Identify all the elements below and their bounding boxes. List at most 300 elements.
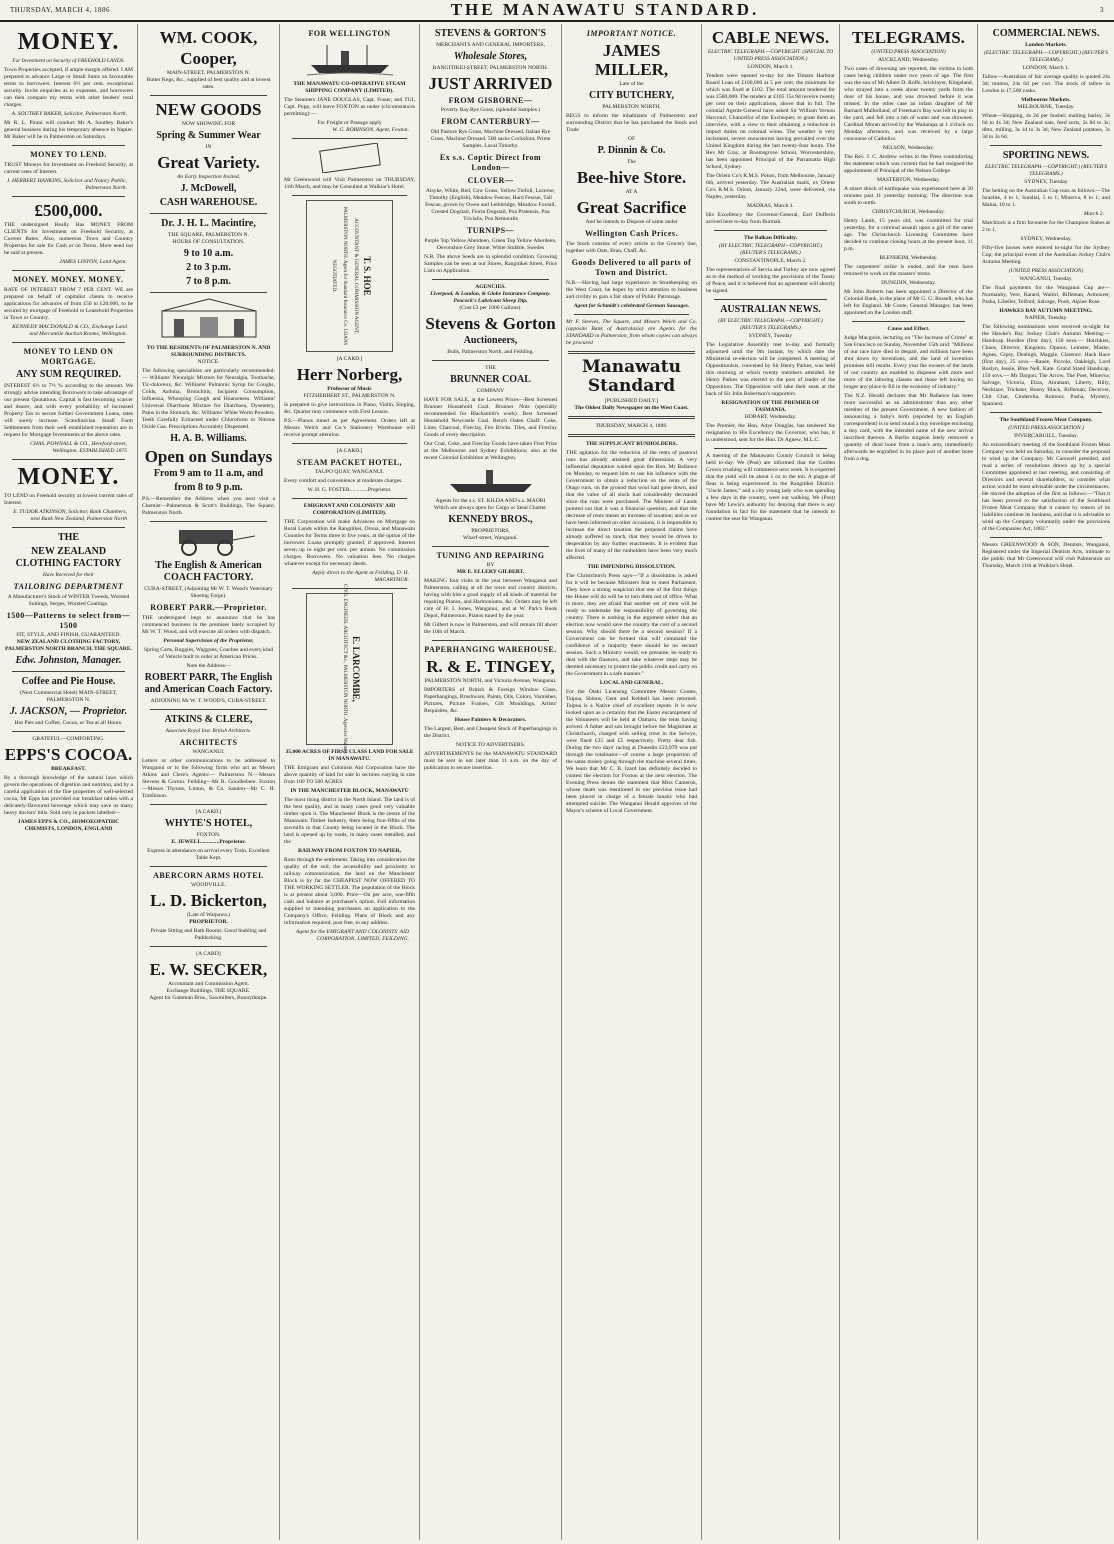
- cable-body-2: The Orient Co's R.M.S. Potosi, from Melbourne, January 6th, arrived yesterday. The Australian mails, ex Orient Co's R.M.S. Orient, January 22nd, were delivered, via Naples, yesterday.: [706, 173, 835, 200]
- ad-goods-signature: J. McDowell,: [180, 183, 237, 194]
- ad-cook-sub: Cooper,: [180, 49, 237, 68]
- telegrams-location-3: MASTERTON, Wednesday.: [876, 177, 941, 183]
- ad-greenwood-note: Mr Greenwood will Visit Palmerston on THURSDAY, 11th March, and may be Consulted at Walklar's Hotel.: [284, 177, 415, 190]
- telegrams-body-2: The Rev. J. C. Andrew writes to the Press contradicting the statement which was current that he had resigned the appointment of Principal of the Nelson College.: [844, 154, 973, 174]
- ad-notice-heading: NOTICE TO ADVERTISERS.: [455, 742, 526, 748]
- ad-sunday-hours-1: From 9 am to 11 a.m, and: [153, 468, 264, 479]
- divider: [852, 321, 965, 322]
- divider: [432, 360, 549, 361]
- ad-doctor-address: THE SQUARE, PALMERSTON N.: [168, 232, 249, 238]
- ad-miller-agent: Agent for Schmidt's celebrated German Sausages.: [573, 303, 690, 309]
- ad-nzc-dept: TAILORING DEPARTMENT: [13, 582, 124, 591]
- ad-nzc-body: A Manufacturer's Stock of WINTER Tweeds, Worsted Suitings, Serges, Worsted Coatings.: [7, 594, 130, 607]
- column-2: [137, 24, 279, 1540]
- ad-mmm-signature: KENNEDY MACDONALD & CO., Exchange Land and Mercantile Auction Rooms, Wellington.: [12, 324, 127, 337]
- ad-tuning-title: TUNING AND REPAIRING: [436, 551, 545, 560]
- divider: [12, 459, 125, 460]
- ad-pounds-title: £500,000.: [34, 201, 103, 220]
- london-sub: (ELECTRIC TELEGRAPH.—COPYRIGHT.) (REUTER'S TELEGRAMS.): [984, 50, 1108, 63]
- column-6: [701, 24, 839, 1540]
- ad-miller-butchery: CITY BUTCHERY,: [588, 90, 675, 101]
- ad-atkins-architects: ARCHITECTS: [179, 738, 238, 747]
- ad-tuning-name: MR E. ELLERY GILBERT.: [456, 569, 525, 575]
- ad-secker-note: Agent for Gamman Bros., Sawmillers, Bunnythorpe.: [149, 995, 268, 1001]
- ad-larcombe-box: [306, 583, 393, 755]
- ad-manchester-body-3: Runs through the settlement. Taking into consideration the quality of the soil, the accessibility and proximity to railway communication, the land on the Manchester Block is by far the CHEAPEST NOW OFFERED TO THE WORKING SETTLER. The population of the Block is at present about 3,000. Price—On per acre, one-fifth cash and balance at purchaser's option. Full information supplied to intending purchasers on application to the Company's Office, Feilding. Plans of Block and any information required, post free, to any address.: [284, 857, 415, 926]
- ad-steam-card: [A CARD.]: [336, 448, 363, 454]
- ad-mortgage-title: MONEY TO LEND ON MORTGAGE.: [23, 347, 114, 366]
- divider: [12, 196, 125, 197]
- dissolution-body: The Christchurch Press says—"If a dissolution is asked for it will be because Ministers fear to meet Parliament. They have a strong suspicion that one of the first things the House will do will be to turn them out of office. What is more, they are afraid that another set of men will be ready to undertake the responsibility of governing the country. There is nothing in the argument either that an election now would save the country the cost of a second session. Why should there be a second session? If a Government can be formed that will command the confidence of a majority there should be no second session. Such a Ministry would, we presume, be ready to deal with the finances, and take whatever steps may be deemed necessary to protect the public credit and carry on the Government in a safe manner.": [566, 573, 697, 677]
- ad-coffee-note: Hot Pies and Coffee, Cocoa, or Tea at all Hours.: [14, 720, 123, 726]
- ad-tingey-house: House Painters & Decorators.: [454, 717, 527, 723]
- ad-sunday-note: P.S.—Remember the Address when you next visit a Chemist—Palmerston & Scott's Buildings, The Square, Palmerston North.: [142, 496, 275, 516]
- masthead-title: THE MANAWATU STANDARD.: [450, 0, 760, 19]
- ad-nzc-fit: FIT, STYLE, AND FINISH, GUARANTEED.: [16, 632, 121, 638]
- london-body: Tallow—Australian of fair average quality is quoted 24s 3d; mutton, 24s 6d per cwt. The stock of tallow in London is 17,500 casks.: [982, 74, 1110, 94]
- ad-nzc-signature: Edw. Johnston, Manager.: [15, 655, 122, 666]
- ad-miller-delivered: Goods Delivered to all parts of Town and District.: [571, 258, 692, 277]
- standard-subtitle: The Oldest Daily Newspaper on the West Coast.: [574, 405, 689, 411]
- cause-body: Judge Macguire, lecturing on "The Increase of Crime" at San Francisco on Sunday, November 15th said: "Millions of our race have died in despair, and millions have been shot down by inventions, and the land of invention promises still results. Every year the owners of the lands of our country are enabled to dispense with more and more of the laboring classes and those left having no longer any place to fill in the economy of industry.": [844, 335, 973, 390]
- ad-mmm-body: RATE OF INTEREST FROM 7 PER CENT. WE are prepared on behalf of capitalist clients to receive applications for advances of from £50 to £20,000, to be secured by mortgage of Freehold or Leasehold Properties in Town or Country.: [4, 287, 133, 321]
- cable-location: LONDON, March 1.: [747, 64, 794, 70]
- ad-sg-sub: MERCHANTS AND GENERAL IMPORTERS,: [436, 42, 545, 48]
- ad-whyte-card: [A CARD.]: [195, 809, 222, 815]
- ad-coach-adjoining: ADJOINING Mr W. T. WOOD'S, CUBA-STREET.: [150, 698, 267, 704]
- ad-miller-body: BEGS to inform the inhabitants of Palmerston and surrounding District that he has purchased the Stock and Trade: [566, 113, 697, 133]
- ad-epps-breakfast: BREAKFAST.: [51, 766, 86, 772]
- divider: [150, 213, 267, 214]
- ad-doctor-hours-1: 9 to 10 a.m.: [183, 248, 234, 259]
- frozen-location: INVERCARGILL, Tuesday.: [1014, 433, 1078, 439]
- ad-sg-wholesale: Wholesale Stores,: [453, 51, 528, 62]
- ad-sg-gisborne-body: Poverty Bay Rye Grass, (splendid Samples.): [440, 107, 541, 113]
- sporting-body-3: Fifty-five horses were entered to-night for the Sydney Cup, the principal event of the Australian Jockey Club's Autumn Meeting.: [982, 245, 1110, 265]
- ad-coach-note: Note the Address—: [186, 663, 231, 669]
- ad-sg-turnips-list: Purple Top Yellow Aberdeen, Green Top Yellow Aberdeen, Devonshire Grey Stone, White Stubble, Swedes: [424, 238, 557, 251]
- divider: [292, 498, 407, 499]
- ad-nzc-patterns: 1500—Patterns to select from—1500: [6, 611, 131, 630]
- hawkesbay-body: The following nominations were received to-night for the Hawke's Bay Jockey Club's Autumn Meeting:— Handicap Hurdles (first day), 150 sovs.— Hotchkiss, Chaos, Director, Kingston, Opawa, Leinster, Maske, Agnes, Gipsy, Denbigh, Maggie, Clarence. Hack Race (first day), 25 sovs.—Ranee, Piccolo, Oakleigh, Lord Roslyn, Jessie, Blue Nell, Kate. Grand Stand Handicap, 150 sovs.— Mr Dargon, The Arrow, The Poet, Minerva, Salvage, Victoria, Eliza, Abraham, Liberty, Billy, Necklace, Trickster, Bonny Black, Rifleman, Deceiver, Chit Chat, Cinderella, Rumour, Pasha, Mystery, Spaniard.: [982, 324, 1110, 407]
- standard-published: [PUBLISHED DAILY.]: [604, 398, 659, 404]
- ad-doctor-hours-title: HOURS OF CONSULTATION.: [172, 239, 245, 245]
- wanganui-body: The final payments for the Wanganui Cup are—Normanby, Vere, Rarard, Waitiri, Rifleman, Armourer, Pasha, Libeller, Telford, Salvage, Pooh, Alpine Rose.: [982, 285, 1110, 305]
- cable-body: Tenders were opened to-day for the Timaru Harbour Board Loan of £100,000 at 5 per cent, the minimum for which was fixed at £102. The total amount tendered for was £580,000. The tenders at £105 15s 9d receive twenty per cent on their applications, above that in full. The colonial Agents-General have asked Sir William Vernon Harcourt, Chancellor of the Exchequer, to grant them an interview, with a view to their obtaining a reduction in import duties on colonial wines. The weather is very inclement, severe snowstorms having prevailed over the United Kingdom during the last twenty-four hours. The Rev Mr Gray, at Boomsgrove School, Worcestershire, has been appointed Principal of the Parramatta High School, Sydney.: [706, 73, 835, 170]
- ad-auctioneers-sub: Auctioneers,: [463, 335, 518, 346]
- divider: [568, 351, 695, 354]
- ad-manchester-railway: RAILWAY FROM FOXTON TO NAPIER,: [297, 848, 402, 854]
- australian-body: The Legislative Assembly met to-day and formally adjourned until the 9th instant, by which date the Ministerial re-election will be completed. A meeting of Oppositionists, convened by Sir Henry Parkes, was held this morning at which twenty members attended. Sir Henry Parkes was elected to the post of leader of the Opposition. The Opposition will take their seats at the back of Sir John Robertson's supporters.: [706, 342, 835, 397]
- ad-kennedy-address: Wharf-street, Wanganui.: [463, 535, 518, 541]
- page-number: 3: [1100, 6, 1104, 14]
- ad-secker-address: Exchange Buildings, THE SQUARE.: [166, 988, 251, 994]
- ad-williams-notice: NOTICE.: [197, 359, 220, 365]
- ad-agencies-cost: (Cost £3 per 1000 Gallons).: [459, 305, 522, 311]
- divider: [292, 195, 407, 196]
- editorial-heading: THE SUPPLICANT RUNHOLDERS.: [585, 441, 678, 447]
- ad-miller-at: AT A: [625, 189, 638, 195]
- telegrams-location-1: AUCKLAND, Wednesday.: [878, 57, 939, 63]
- australian-heading: AUSTRALIAN NEWS.: [720, 304, 821, 315]
- ad-tuning-note: Mr Gilbert is now in Palmerston, and will remain till about the 10th of March.: [424, 622, 557, 635]
- ad-kennedy-agents: Agents for the s.s. ST. KILDA AND s.s. MAORI: [435, 498, 546, 504]
- column-8: [977, 24, 1114, 1540]
- telegrams-body-3: A smart shock of earthquake was experienced here at 20 minutes past 11 yesterday morning. The direction was south to north.: [844, 186, 973, 206]
- hawkesbay-heading: HAWKES BAY AUTUMN MEETING.: [999, 308, 1093, 314]
- ad-shoe-body: ACCOUNTANT & GENERAL COMMISSION AGENT, PALMERSTON NORTH. Agent for Standard Insurance Co. LOANS NEGOTIATED.: [330, 206, 358, 346]
- ad-atkins-sub: Associate Royal Inst. British Architects.: [165, 728, 252, 734]
- sporting-body: The betting on the Australian Cup runs as follows:—The Israelite, 4 to 1; Sundial, 5 to 1; Minerva, 8 to 1; and Malua, 10 to 1.: [982, 188, 1110, 208]
- divider: [714, 230, 827, 231]
- ad-coal-company: COMPANY: [476, 388, 505, 394]
- telegrams-body-4: Henry Lamb, 15 years old, was committed for trial yesterday, for a criminal assault upon a girl of the same age. The Christchurch Licensing Committee have decided to continue closing hours at the present hour, 11 p.m.: [844, 218, 973, 252]
- divider: [432, 546, 549, 547]
- divider: [12, 671, 125, 672]
- ad-miller-the: The: [627, 159, 636, 165]
- pharmacy-illustration: [154, 297, 264, 341]
- hawkesbay-location: NAPIER, Tuesday.: [1024, 315, 1068, 321]
- ad-emigrant-body: THE Corporation will make Advances on Mortgage on Rural Lands within the Rangitikei, Oroua, and Manawatu Counties for Terms three to five years, at the option of the borrower. Loans promptly granted, if approved. Interest seven up to eight per cent. per annum. No commission charges. Borrowers. No valuation fees. No charges whatever except for necessary deeds.: [284, 519, 415, 567]
- ad-money-title: MONEY.: [17, 29, 120, 55]
- ad-epps-sub: GRATEFUL—COMFORTING.: [32, 736, 105, 742]
- standard-nameplate: Manawatu Standard: [581, 357, 682, 396]
- ad-coach-items: Spring Carts, Buggies, Waggons, Coaches and every kind of Vehicle built to order at American Prices.: [143, 647, 274, 660]
- ad-pounds-signature: JAMES LINTON, Land Agent.: [59, 259, 127, 265]
- ad-coffee-signature: J. JACKSON, — Proprietor.: [9, 706, 128, 717]
- sporting-heading: SPORTING NEWS.: [1002, 150, 1090, 161]
- ad-manchester-block: IN THE MANCHESTER BLOCK, MANAWATU: [290, 788, 409, 794]
- ad-williams-signature: H. A. B. Williams.: [170, 433, 247, 444]
- ad-epps-signature: JAMES EPPS & CO., HOMOEOPATHIC CHEMISTS, LONDON, ENGLAND: [17, 819, 120, 832]
- ad-agencies-title: AGENCIES.: [475, 284, 506, 290]
- ad-anysum-body: INTEREST 6½ to 7½ % according to the amount. We strongly advise intending Borrowers to take advantage of our present Quotations. Capital is fast becoming scarcer and dearer, and with every probability of increased Property Tax to secure further Government Loans, rates will surely increase. Scandinavian Small Farm Settlements from their well established reputation are in request for Mortgage Investments at the above rates.: [4, 383, 133, 438]
- ad-ship-note: For Freight or Passage apply: [317, 120, 382, 126]
- ad-tingey-address: PALMERSTON NORTH, and Victoria Avenue, Wanganui.: [424, 678, 557, 684]
- ad-sg-canterbury-body: Old Pasture Rye Grass, Machine Dressed. Italian Rye Grass, Machine Dressed. 500 sacks Cocksfoot, Prime Samples. Local Timothy.: [430, 129, 551, 149]
- ad-miller-nb: N.B.—Having had large experience in Storekeeping on the West Coast, he hopes by strict attention to business and civility to gain a fair share of Public Patronage.: [566, 280, 697, 300]
- ad-sg-clover: CLOVER—: [467, 176, 514, 185]
- divider: [12, 527, 125, 528]
- ad-norberg-note: P.S.—Pianos tuned as per Agreement. Orders left at Messrs Welch and Co.'s Stationery Warehouse will receive prompt attention.: [284, 418, 415, 438]
- ad-coach-body: THE undersigned begs to announce that he has commenced business in the premises lately occupied by Mr W. T. Wood, and will execute all orders with dispatch.: [142, 615, 275, 635]
- ad-money-sub: For Investment on Security of FREEHOLD LANDS.: [12, 58, 125, 64]
- ad-atkins-body: Letters or other communications to be addressed to Wanganui or to the following firms who act as Messrs Atkins and Clere's Agents:— Palmerston N.—Messrs Stevens & Gorton. Feilding—Mr R. Goodhebere. Foxton—Messrs Thynne, Linton, & Co. Sandon—Mr C. H. Tomlinson.: [142, 758, 275, 799]
- ad-coach-proprietor: ROBERT PARR.—Proprietor.: [150, 603, 267, 612]
- ad-coach-address: CUBA-STREET, (Adjoining Mr W. T. Wood's Veterinary Shoeing Forge).: [144, 586, 273, 599]
- telegrams-heading: TELEGRAMS.: [852, 28, 965, 47]
- divider: [990, 145, 1102, 146]
- australian-sub: (BY ELECTRIC TELEGRAPH.—COPYRIGHT.) (REUTER'S TELEGRAMS.): [718, 318, 823, 331]
- ad-norberg-title: Herr Norberg,: [296, 365, 403, 384]
- ad-sg-clover-list: Alsyke, White, Red, Cow Grass, Yellow Trefoil, Lucerne, Timothy (English), Meadow Fescue, Hard Fescue, Tall Fescue, grown by Owen and Lethbridge, Meadow Foxtail, Crested Dogstail, Fiorin Dogstail, Poa Pratensis, Poa Trivialis, Poa Nemoralis: [425, 188, 556, 222]
- ad-goods-wear: Spring & Summer Wear: [156, 130, 261, 141]
- wanganui-sub: (UNITED PRESS ASSOCIATION): [1008, 268, 1084, 274]
- ad-coal-the: THE: [485, 365, 496, 371]
- divider: [150, 804, 267, 805]
- cable-sub: ELECTRIC TELEGRAPH.—COPYRIGHT. (SPECIAL TO UNITED PRESS ASSOCIATION.): [707, 49, 834, 62]
- ad-abercorn-signature: L. D. Bickerton,: [150, 891, 267, 910]
- divider: [568, 434, 695, 437]
- ad-atkins-title: ATKINS & CLERE,: [164, 714, 253, 725]
- ad-sg-turnips: TURNIPS—: [466, 226, 515, 235]
- ad-norberg-body: Is prepared to give instructions in Piano, Violin, Singing, &c. Quarter may commence with First Lesson.: [284, 402, 415, 415]
- ad-tuning-body: MAKING four visits in the year between Wanganui and Palmerston, calling at all the town and country districts, having with him a good supply of all kinds of material for repairing Pianos, and Harmoniums, &c. Orders may be left care of H. I. Jones, Wanganui, and at W. Park's Book Depot, Palmerston. Pianos tuned by the year.: [424, 578, 557, 619]
- local-body: For the Otaki Licensing Committee Messrs Cootes, Taipua, Shinns, Gent and Kebbell has been returned. Taipua is a Native chief of excellent repute. It is now looked upon as a certainty that the Easter encampment of the Volunteers will be held at Oamaru, the tents having arrived. A father and son brought before the Magistrate at Christchurch, charged with selling trout in the Selwyn, were fined £25 and £5 respectively. Pretty dear fish. During the two days' racing at Dunedin £23,979 was put through the totalisator—of course a large proportion of the same money going through the machine several times. We learn that Mr C. B. Izard has definitely decided to contest the election for Foxton at the next election. The Evening Press denies the statement that Miss Cameron, whose death was mentioned in our previous issue had been placed in charge of a female lunatic who had attempted suicide. The Wanganui Herald approves of the Mayor's scheme of Local Government.: [566, 689, 697, 814]
- ad-lend-title: MONEY TO LEND.: [30, 150, 107, 159]
- commercial-heading: COMMERCIAL NEWS.: [992, 28, 1100, 39]
- ad-goods-warehouse: CASH WAREHOUSE.: [159, 197, 258, 208]
- ad-ship-heading: FOR WELLINGTON: [308, 29, 391, 38]
- divider: [574, 314, 689, 315]
- ad-sg-nb: N.B. The above Seeds are in splendid condition. Growing Samples can be seen at our Stores, Rangitikei Street, Price Lists on Application.: [424, 254, 557, 274]
- column-3: [279, 24, 419, 1540]
- dentist-card-illustration: [315, 143, 385, 173]
- ad-miller-stock: The Stock consists of every article in the Grocery line, together with Oats, Bran, Chaff, &c.: [566, 241, 697, 254]
- ad-tingey-body: IMPORTERS of British & Foreign Window Glass, Paperhangings, Brushware, Paints, Oils, Colors, Varnishes, Pictures, Picture Frames, Gilt Mouldings, Artists' Requisites, &c.: [424, 687, 557, 714]
- divider: [12, 270, 125, 271]
- ad-lend-signature: J. HERBERT HANKINS, Solicitor and Notary Public, Palmerston North.: [6, 178, 127, 191]
- divider: [714, 299, 827, 300]
- ad-kennedy-note: Which are always open for Cargo or Steal Charter.: [433, 505, 548, 511]
- ad-secker-title: E. W. SECKER,: [149, 960, 268, 979]
- ad-miller-sacrifice: Great Sacrifice: [576, 198, 687, 217]
- column-1: [0, 24, 137, 1540]
- ad-abercorn-body: Private Sitting and Bath Rooms. Good Stabling and Paddocking.: [150, 928, 267, 941]
- ad-coal-title: BRUNNER COAL: [450, 374, 531, 385]
- ad-miller-name: JAMES MILLER,: [594, 41, 669, 79]
- ad-larcombe-name: E. LARCOMBE,: [350, 636, 361, 702]
- resignation-body: The Premier, the Hon. Adye Douglas, has tendered his resignation to His Excellency the Governor, who has, it is understood, sent for the Hon. Dr Agnew, M.L.C.: [706, 423, 835, 443]
- ad-miller-city: PALMERSTON NORTH,: [602, 104, 661, 110]
- ad-abercorn-proprietor: PROPRIETOR.: [189, 919, 228, 925]
- ad-cook-address: MAIN-STREET, PALMERSTON N.: [166, 70, 251, 76]
- masthead-date: THURSDAY, MARCH 4, 1886: [10, 6, 110, 14]
- ad-goods-sub: NOW SHOWING FOR: [181, 121, 236, 127]
- divider: [292, 138, 407, 139]
- telegrams-body-1: Two cases of drowning are reported, the victims in both cases being children under two years of age. The first was the son of Mr Albert D. Rolfe, bricklayer, Kingsland, who strayed into a creek about twenty yards from the door of his house, and was drowned before it was missed. In the other case an infant daughter of Mr Barnard Mulholland, of Freeman's Bay was left to play in the yard, and fell into a tub of water and was drowned. Cardinal Moran arrived by the Waitarapa at 1 o'clock on Monday afternoon, and was received by a large concourse of Catholics.: [844, 66, 974, 142]
- resignation-location: HOBART, Wednesday.: [744, 414, 797, 420]
- editorial-body: THE agitation for the reduction of the rents of pastoral runs has already attained great dimensions. A very influential deputation waited upon the Hon. Mr Ballance on Monday, to request him to use his influence with the Government to obtain a reduction on the rents of the Otago runs, on the ground that wool had gone down, and that the value of all stock had considerably decreased since the runs were purchased. The Minister of Lands pointed out that it was a financial question, and that the decrease of rents meant an increase of taxation; and as we have been informed on other occasions, it is impossible to increase the direct taxation the proposed claims have already suffered so much, that they would be driven to desperation by any further enactments. It is evident that the lives of many of the runholders have been very much affected.: [566, 450, 697, 561]
- ad-secker-card: [A CARD]: [196, 951, 221, 957]
- coach-illustration: [159, 526, 259, 556]
- frozen-body: An extraordinary meeting of the Southland Frozen Meat Company was held on Saturday, to consider the proposal to wind up the Company. Mr Carswell presided, and read a series of resolutions drawn up by a special Committee appointed at last meeting, and consisting of Directors and several shareholders, to consider what action would be most advisable under the circumstances. He moved the adoption of the first as follows:—"That it has been proved to the satisfaction of the Southland Frozen Meat Company that it cannot by reason of its liabilities continue its business, and that it is advisable to wind up the Company voluntarily under the provisions of the Companies Act, 1882.": [982, 442, 1110, 532]
- ad-miller-of: OF: [627, 136, 636, 142]
- ad-abercorn-city: WOODVILLE.: [191, 882, 226, 888]
- ad-whyte-city: FOXTON.: [196, 832, 221, 838]
- sporting-body-2: Matchlock is a firm favourite for the Champion Stakes at 2 to 1.: [982, 220, 1110, 233]
- ad-nzc-the: THE: [57, 532, 80, 543]
- divider: [12, 731, 125, 732]
- ad-ship-body: The Steamers JANE DOUGLAS, Capt. Fraser, and TUI, Capt. Popp, will leave FOXTON as under (circumstances permitting):—: [284, 97, 415, 117]
- ad-coal-note: Our Coal, Coke, and Fireclay Goods have taken First Prize at the Melbourne and Sydney Exhibitions; also at the recent Colonial Exhibition at Wellington,: [424, 441, 557, 461]
- ad-steam-signature: W. H. G. FOSTER.............Proprietor.: [307, 487, 392, 493]
- ad-coffee-title: Coffee and Pie House.: [21, 676, 116, 687]
- balkan-heading: The Balkan Difficulty.: [744, 235, 797, 241]
- ad-miller-firm: P. Dinnin & Co.: [597, 145, 666, 156]
- ad-whyte-body: Express in attendance on arrival every Train. Excellent Table Kept.: [147, 848, 270, 861]
- madras-body: His Excellency the Governor-General, Earl Dufferin arrived here to-day from Burmah.: [706, 212, 835, 225]
- ad-cook-note: Butter Kegs, &c., supplied of best quality and at lowest rates.: [146, 77, 271, 90]
- melbourne-heading: Melbourne Markets.: [1021, 97, 1071, 103]
- resignation-heading: RESIGNATION OF THE PREMIER OF TASMANIA.: [721, 400, 820, 413]
- local-heading: LOCAL AND GENERAL.: [599, 680, 664, 686]
- ad-coach-signature: ROBERT PARR, The English and American Coach Factory.: [144, 672, 273, 695]
- balkan-sub: (BY ELECTRIC TELEGRAPH—COPYRIGHT.) (REUTER'S TELEGRAMS.): [718, 243, 823, 256]
- telegrams-body-6: Mr John Roberts has been appointed a Director of the Colonial Bank, in the place of Mr G. G. Russell, who has left for England. Mr Coote, General Manager, has been appointed on the London staff.: [844, 289, 973, 316]
- sporting-location: SYDNEY, Tuesday: [1024, 179, 1068, 185]
- ad-abercorn-late: (Late of Waipawa.): [186, 912, 231, 918]
- ad-atkins-city: WANGANUI.: [192, 749, 225, 755]
- ad-ship-company: THE MANAWATU CO-OPERATIVE STEAM SHIPPING COMPANY (LIMITED).: [293, 81, 406, 94]
- ad-money-signature: A. SOUTHEY BAKER, Solicitor, Palmerston North.: [11, 111, 127, 117]
- ad-sunday-hours-2: from 8 to 9 p.m.: [174, 482, 243, 493]
- sporting-sub: ELECTRIC TELEGRAPH.—COPYRIGHT.) (REUTER'S TELEGRAMS.): [984, 164, 1108, 177]
- ad-shoe-name: T. S. HOE: [361, 256, 372, 296]
- divider: [292, 443, 407, 444]
- ad-money2-body: TO LEND on Freehold security at lowest current rates of Interest.: [4, 493, 133, 506]
- ad-steam-title: STEAM PACKET HOTEL,: [297, 458, 402, 467]
- ad-sg-canterbury: FROM CANTERBURY—: [441, 117, 540, 126]
- divider: [432, 640, 549, 641]
- london-heading: London Markets.: [1025, 42, 1067, 48]
- ad-money-body: Town Properties accepted, if ample margin offered. I AM prepared to advance Large or Small Sums on favourable terms to borrowers. Interest 6½ per cent. exceptional security. Invite enquiries as to expenses, and borrowers can then compare my terms with other lenders' total charges.: [4, 67, 133, 108]
- column-7: [839, 24, 977, 1540]
- divider: [12, 342, 125, 343]
- ad-williams-heading: TO THE RESIDENTS OF PALMERSTON N. AND SURROUNDING DISTRICTS.: [146, 345, 271, 358]
- ad-nzc-title: NEW ZEALAND CLOTHING FACTORY: [15, 546, 122, 569]
- ad-nzc-sub: Have Received for their: [42, 572, 95, 578]
- cause-body-2: The N.Z. Herald declares that Mr Ballance has been more successful as an administrator than any other member of the present Government. A new fashion of announcing a baby's birth (reported by an English correspondent) is to send round a tiny envelope enclosing a tiny card, with the intended name of the new arrival inscribed thereon. A Berlin surgeon lately removed a quantity of dead bone from a man's arm, immediately afterwards he engrafted in its place part of another bone from a dog.: [844, 393, 973, 462]
- ad-paper-title: PAPERHANGING WAREHOUSE.: [424, 645, 557, 654]
- ad-coach-personal: Personal Supervision of the Proprietor,: [163, 638, 254, 644]
- ad-tingey-title: R. & E. TINGEY,: [426, 657, 555, 676]
- ad-coal-body: HAVE FOR SALE, at the Lowest Prices—Best Screened Brunner Household Coal. Brunner Nuts (specially recommended for Blacksmith's work). Best Screened Household Newcastle Coal. Bench Oaten Chaff. Coke, Lime, Charcoal, Fireclay, Fire Bricks. Tiles, and Fireclay Goods of every description.: [424, 397, 557, 438]
- ad-norberg-card: [A CARD.]: [336, 356, 363, 362]
- frozen-heading: The Southland Frozen Meat Company.: [999, 417, 1093, 423]
- divider: [714, 448, 827, 449]
- ad-notice-body: ADVERTISEMENTS for the MANAWATU STANDARD must be sent in not later than 11 a.m. on the day of publication to secure insertion.: [424, 751, 557, 771]
- telegrams-sub: (UNITED PRESS ASSOCIATION): [871, 49, 946, 55]
- ad-emigrant-signature: Apply direct to the Agent at Feilding, D. H. MACARTHUR.: [312, 570, 409, 583]
- divider: [568, 416, 695, 419]
- ad-secker-sub: Accountant and Commission Agent.: [167, 981, 250, 987]
- ad-goods-variety: Great Variety.: [157, 153, 260, 172]
- ad-agencies-dip: Peacock's Lubricant Sheep Dip,: [453, 298, 528, 304]
- divider: [150, 709, 267, 710]
- ad-sg-arrived: JUST ARRIVED: [428, 74, 553, 93]
- ad-money2-title: MONEY.: [17, 464, 120, 490]
- divider: [150, 946, 267, 947]
- ad-emigrant-title: EMIGRANT AND COLONISTS' AID CORPORATION (LIMITED).: [303, 503, 396, 516]
- madras-location: MADRAS, March 1.: [747, 203, 794, 209]
- telegrams-body-5: The carpenters' strike is ended, and the men have returned to work on the masters' terms.: [844, 264, 973, 277]
- melbourne-body: Wheat—Shipping, 4s 2d per bushel; malting barley, 3s 6d to 4s 3d; New Zealand oats, feed sorts, 2s 8d to 3s; ditto, milling, 3s 1d to 3s 3d; New Zealand potatoes, 3s 3d to 3s 6d.: [982, 113, 1110, 140]
- ad-miller-intend: And he intends to Dispose of same under: [585, 219, 678, 225]
- ad-manchester-title: 35,000 ACRES OF FIRST CLASS LAND FOR SALE IN MANAWATU.: [285, 749, 414, 762]
- divider: [150, 866, 267, 867]
- ad-manchester-body-2: The most rising district in the North Island. The land is of the best quality, and in many cases good very valuable timber upon it. The Manchester Block is the centre of the Manawatu Timber Industry, there being four-fifths of the sawmills in that County being located in the Block. The land is opened up by roads, in many cases metalled, and the: [284, 797, 415, 845]
- ad-miller-late: Late of the: [619, 81, 644, 87]
- ad-coffee-body: (Next Commercial Hotel) MAIN-STREET, PALMERSTON N.: [19, 690, 118, 703]
- ad-goods-title: NEW GOODS: [155, 100, 262, 119]
- ad-epps-body: By a thorough knowledge of the natural laws which govern the operations of digestion and nutrition, and by a careful application of the fine properties of well-selected cocoa, Mr Epps has provided our breakfast tables with a delicately-flavoured beverage which may save us many heavy doctors' bills. Sold only in packets labelled—: [4, 775, 133, 816]
- ad-sunday-title: Open on Sundays: [144, 447, 273, 466]
- ad-mmm-title: MONEY. MONEY. MONEY.: [13, 275, 124, 284]
- ad-pounds-body: THE undersigned Really Has MONEY FROM CLIENTS for Investment on Freehold Security, at Current Rates. Also, numerous Town and Country Properties for sale for Cash or on Terms. More need not be said at present.: [4, 222, 133, 256]
- ad-nzc-branch: NEW ZEALAND CLOTHING FACTORY, PALMERSTON NORTH BRANCH, THE SQUARE.: [5, 639, 132, 652]
- telegrams-location-2: NELSON, Wednesday.: [882, 145, 935, 151]
- standard-date: THURSDAY, MARCH 4, 1886.: [595, 423, 668, 429]
- divider: [150, 292, 267, 293]
- ad-sg-address: RANGITIKEI-STREET, PALMERSTON NORTH.: [432, 65, 549, 71]
- divider: [432, 279, 549, 280]
- council-body: A meeting of the Manawatu County Council is being held to-day. We (Post) are informed that the Golden Crown crushing will commence next week. It is expected that the yield will be about 1 oz to the ton. A plague of fleas is being experienced in the Rangitikei District. "Uncle James," and a city young lady who was spending a few days in the country, were out walking. We (Post) have Mr Lewis's authority for denying that there is any foundation in fact for the statement that he intends to contest the seat for Wanganui.: [706, 453, 835, 522]
- steamer-illustration: [446, 466, 536, 494]
- ad-miller-wellington: Wellington Cash Prices.: [584, 229, 679, 238]
- ad-larcombe-body: CIVIL ENGINEER, ARCHITECT &c., PALMERSTON NORTH. Agencies Wanted.: [341, 583, 347, 755]
- ad-norberg-sub: Professor of Music: [327, 386, 372, 392]
- divider: [990, 412, 1102, 413]
- ad-sg-gisborne: FROM GISBORNE—: [448, 96, 533, 105]
- ad-goods-invite: An Early Inspection Invited.: [176, 174, 241, 180]
- column-5: [561, 24, 701, 1540]
- divider: [150, 521, 267, 522]
- ad-manchester-signature: Agent for the EMIGRANT AND COLONISTS' AID CORPORATION, LIMITED, FEILDING.: [295, 929, 409, 942]
- ad-anysum-signature: CHAS. POWNALL & CO., Hereford-street, Wellington. ESTABLISHED 1875: [30, 441, 127, 454]
- ad-doctor-hours-3: 7 to 8 p.m.: [186, 276, 231, 287]
- ad-money-note: Mr R. L. Pirani will conduct Mr A. Southey Baker's general business during his temporary absence in Napier. Mr Baker will be in Palmerston on Saturdays.: [4, 120, 133, 140]
- melbourne-location: MELBOURNE, Tuesday.: [1017, 104, 1075, 110]
- ad-sg-coptic: Ex s.s. Coptic Direct from London—: [439, 153, 542, 172]
- ad-tuning-by: BY: [486, 562, 495, 568]
- ad-steam-address: TAUPO QUAY, WANGANUI.: [314, 469, 385, 475]
- ad-auctioneers-address: Bulls, Palmerston North, and Feilding.: [447, 349, 534, 355]
- frozen-body-2: Messrs GREENWOOD & SON, Dentists, Wanganui, Registered under the Imperial Dentists Acts, intimate to the public that Mr Greenwood will visit Palmerston on Thursday, March 11th at Walklar's Hotel.: [982, 542, 1110, 569]
- ad-coach-title: The English & American COACH FACTORY.: [155, 560, 262, 583]
- ad-shoe-box: [306, 200, 393, 352]
- ad-abercorn-title: ABERCORN ARMS HOTEL: [153, 871, 264, 880]
- ad-epps-title: EPPS'S COCOA.: [4, 745, 133, 764]
- steamship-illustration: [305, 43, 395, 77]
- ad-cook-title: WM. COOK,: [159, 28, 258, 47]
- ad-ship-signature: W. G. ROBINSON, Agent, Foxton.: [332, 127, 409, 133]
- ad-lend-body: TRUST Moneys for Investment on Freehold Security, at current rates of Interest.: [4, 162, 133, 175]
- ad-money2-signature: E. TUDOR ATKINSON, Solicitor, Bank Chambers, next Bank New Zealand, Palmerston North: [13, 509, 127, 522]
- ad-williams-body: The following specialities are particularly recommended:— Williams' Neuralgic Mixture for Neuralgia, Toothache, Tic-doloreux, &c. Williams' Pulmonic Syrup for Coughs, Colds, Asthma, Bronchitis, Incipient Consumption, Influenza, Whooping Cough and Hoarseness. Williams' Universal Diarrhoea Mixture for Diarrhoea, Dysentery, Pains in the Stomach, &c. Williams' White Worm Powders. Teeth Carefully Extracted under Chloroform or Nitrous Oxide Gas. Prescriptions Accurately Dispensed.: [142, 368, 275, 430]
- ad-kennedy-sub: PROPRIETORS,: [471, 528, 510, 534]
- london-location: LONDON, March 1.: [1022, 65, 1070, 71]
- ad-anysum-title: ANY SUM REQUIRED.: [16, 369, 121, 380]
- ad-sg-title: STEVENS & GORTON'S: [434, 28, 547, 39]
- dissolution-heading: THE IMPENDING DISSOLUTION.: [587, 564, 676, 570]
- ad-whyte-proprietor: E. JEWELL.............Proprietor.: [171, 839, 246, 845]
- cause-heading: Cause and Effect.: [887, 326, 930, 332]
- ad-tingey-note: The Largest, Best, and Cheapest Stock of Paperhangings in the District.: [424, 726, 557, 739]
- sporting-location-2: SYDNEY, Wednesday.: [1020, 236, 1072, 242]
- balkan-location: CONSTANTINOPLE, March 2.: [734, 258, 807, 264]
- sporting-march: March 2.: [1083, 211, 1104, 217]
- column-4: [419, 24, 561, 1540]
- ad-steeves-note: Mr F. Steeves, The Square, and Messrs Welch and Co. (opposite Bank of Australasia) are Agents for the STANDARD in Palmerston, from whom copies can always be procured: [566, 319, 697, 346]
- ad-doctor-hours-2: 2 to 3 p.m.: [186, 262, 231, 273]
- ad-kennedy-title: KENNEDY BROS.,: [448, 514, 533, 525]
- ad-whyte-title: WHYTE'S HOTEL,: [164, 818, 253, 829]
- ad-manchester-body: THE Emigrant and Colonists Aid Corporation have the above quantity of land for sale in sections varying in size from 100 TO 500 ACRES: [284, 765, 415, 785]
- telegrams-location-4: CHRISTCHURCH, Wednesday.: [872, 209, 945, 215]
- ad-goods-in: IN: [205, 144, 212, 150]
- telegrams-location-5: BLENHEIM, Wednesday.: [879, 255, 938, 261]
